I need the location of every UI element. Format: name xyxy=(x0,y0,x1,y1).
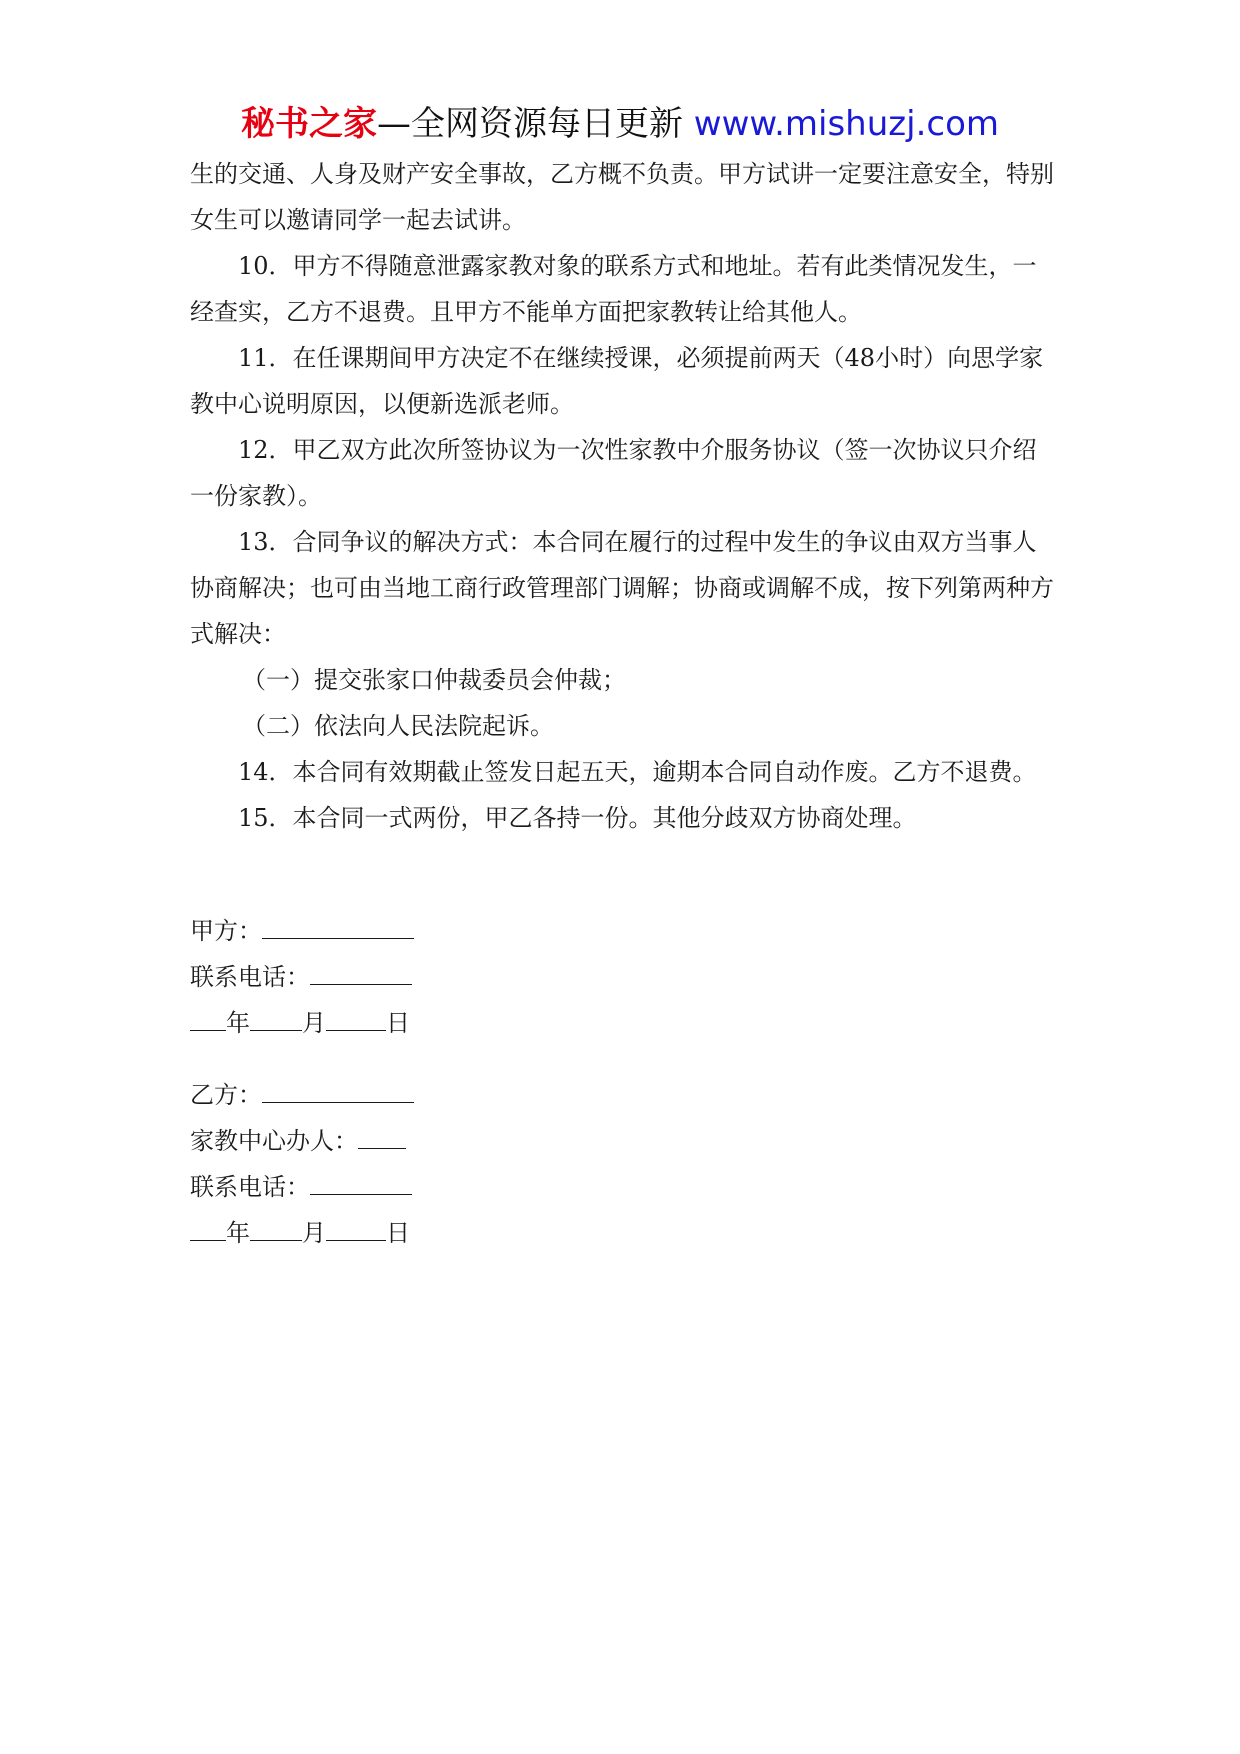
party-b-label: 乙方： xyxy=(190,1081,262,1109)
party-b-signature-block xyxy=(190,1072,414,1256)
party-b-handler-line xyxy=(190,1118,414,1164)
party-b-name-line xyxy=(190,1072,414,1118)
party-a-name-line xyxy=(190,908,414,954)
clause-13: 13．合同争议的解决方式：本合同在履行的过程中发生的争议由双方当事人协商解决；也可由当地工商行政管理部门调解；协商或调解不成，按下列第两种方式解决： xyxy=(190,528,1054,648)
clause-14: 14．本合同有效期截止签发日起五天，逾期本合同自动作废。乙方不退费。 xyxy=(238,758,1037,786)
party-a-phone-label: 联系电话： xyxy=(190,963,310,991)
clause-12: 12．甲乙双方此次所签协议为一次性家教中介服务协议（签一次协议只介绍一份家教）。 xyxy=(190,436,1037,510)
site-url-link[interactable]: www.mishuzj.com xyxy=(693,104,999,144)
day-label: 日 xyxy=(386,1219,410,1247)
clause-10: 10．甲方不得随意泄露家教对象的联系方式和地址。若有此类情况发生，一经查实，乙方不退费。且甲方不能单方面把家教转让给其他人。 xyxy=(190,252,1037,326)
party-a-date-line xyxy=(190,1000,414,1046)
party-b-handler-label: 家教中心办人： xyxy=(190,1127,358,1155)
month-label: 月 xyxy=(302,1009,326,1037)
day-blank xyxy=(326,1002,386,1031)
year-label: 年 xyxy=(226,1009,250,1037)
clause-13-option-1: （一）提交张家口仲裁委员会仲裁； xyxy=(242,666,626,694)
party-b-phone-label: 联系电话： xyxy=(190,1173,310,1201)
year-blank xyxy=(190,1002,226,1031)
party-a-phone-line xyxy=(190,954,414,1000)
month-label: 月 xyxy=(302,1219,326,1247)
party-a-label: 甲方： xyxy=(190,917,262,945)
year-label: 年 xyxy=(226,1219,250,1247)
paragraph-continuation: 生的交通、人身及财产安全事故，乙方概不负责。甲方试讲一定要注意安全，特别女生可以邀请同学一起去试讲。 xyxy=(190,160,1054,234)
party-b-phone-blank xyxy=(310,1166,412,1195)
party-b-phone-line xyxy=(190,1164,414,1210)
year-blank xyxy=(190,1212,226,1241)
party-a-phone-blank xyxy=(310,956,412,985)
clause-11: 11．在任课期间甲方决定不在继续授课，必须提前两天（48小时）向思学家教中心说明原因，以便新选派老师。 xyxy=(190,344,1044,418)
party-a-name-blank xyxy=(262,910,414,939)
party-b-date-line xyxy=(190,1210,414,1256)
party-a-signature-block xyxy=(190,908,414,1046)
header-tagline: —全网资源每日更新 xyxy=(376,104,683,144)
clause-13-option-2: （二）依法向人民法院起诉。 xyxy=(242,712,554,740)
site-header xyxy=(0,100,1240,148)
party-b-handler-blank xyxy=(358,1120,406,1149)
day-label: 日 xyxy=(386,1009,410,1037)
day-blank xyxy=(326,1212,386,1241)
party-b-name-blank xyxy=(262,1074,414,1103)
brand-name: 秘书之家 xyxy=(240,104,377,144)
month-blank xyxy=(250,1212,302,1241)
contract-body xyxy=(190,151,1060,841)
clause-15: 15．本合同一式两份，甲乙各持一份。其他分歧双方协商处理。 xyxy=(238,804,917,832)
month-blank xyxy=(250,1002,302,1031)
